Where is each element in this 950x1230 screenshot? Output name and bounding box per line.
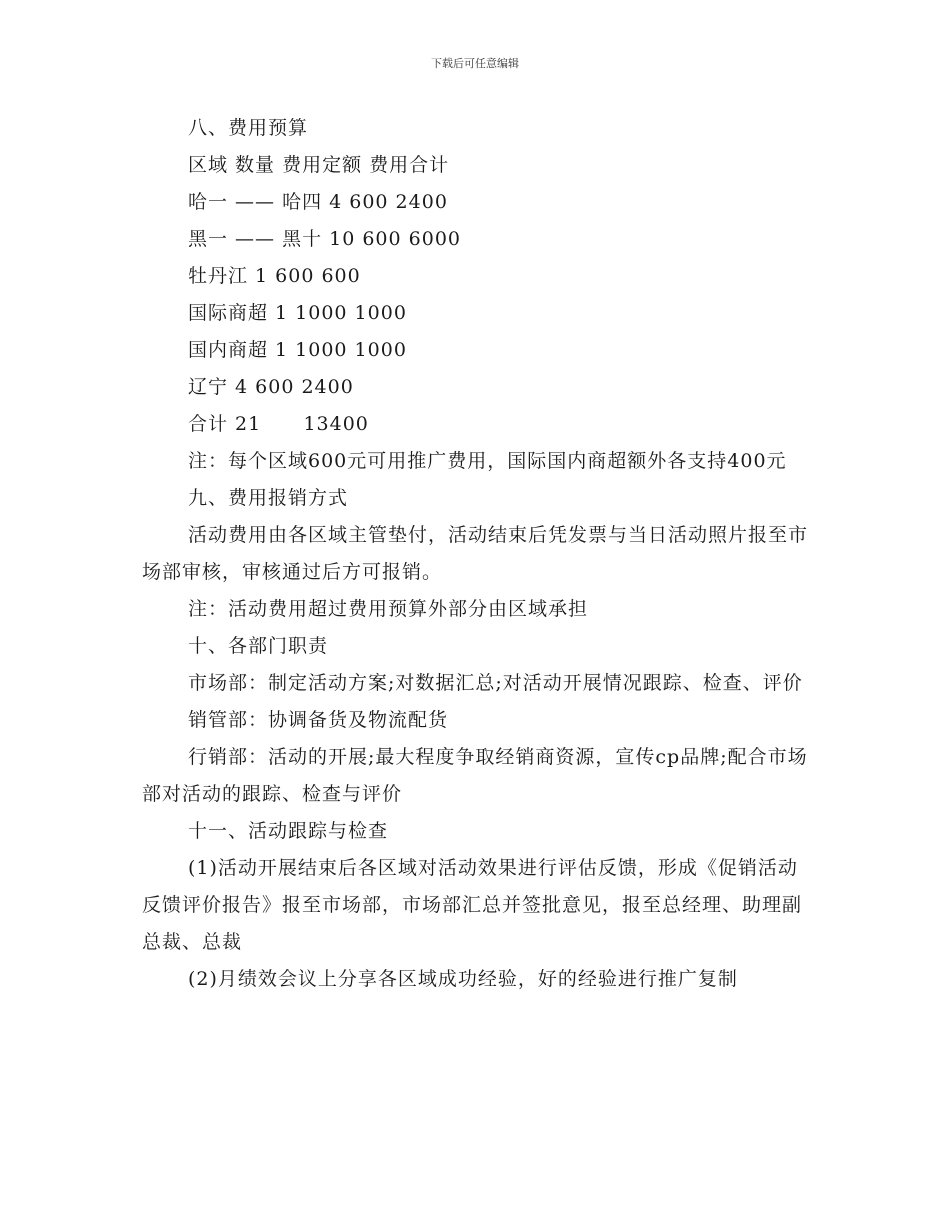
document-body bbox=[142, 110, 812, 998]
duty-sales-admin: 销管部：协调备货及物流配货 bbox=[188, 709, 449, 731]
tracking-item-1: (1)活动开展结束后各区域对活动效果进行评估反馈，形成《促销活动反馈评价报告》报至市场部，市场部汇总并签批意见，报至总经理、助理副总裁、总裁 bbox=[142, 857, 803, 953]
budget-row: 国内商超 1 1000 1000 bbox=[188, 339, 407, 361]
reimbursement-paragraph: 活动费用由各区域主管垫付，活动结束后凭发票与当日活动照片报至市场部审核，审核通过后方可报销。 bbox=[142, 524, 809, 583]
budget-row: 哈一 —— 哈四 4 600 2400 bbox=[188, 191, 448, 213]
budget-note: 注：每个区域600元可用推广费用，国际国内商超额外各支持400元 bbox=[188, 450, 787, 472]
duty-market-dept: 市场部：制定活动方案;对数据汇总;对活动开展情况跟踪、检查、评价 bbox=[188, 672, 803, 694]
budget-row: 牡丹江 1 600 600 bbox=[188, 265, 361, 287]
budget-table-header: 区域 数量 费用定额 费用合计 bbox=[188, 154, 450, 176]
reimbursement-note: 注：活动费用超过费用预算外部分由区域承担 bbox=[188, 598, 589, 620]
section-9-title: 九、费用报销方式 bbox=[188, 487, 349, 509]
duty-sales-dept: 行销部：活动的开展;最大程度争取经销商资源，宣传cp品牌;配合市场部对活动的跟踪、检查与评价 bbox=[142, 746, 808, 805]
budget-row: 国际商超 1 1000 1000 bbox=[188, 302, 407, 324]
page-header: 下载后可任意编辑 bbox=[431, 57, 519, 70]
budget-row: 辽宁 4 600 2400 bbox=[188, 376, 354, 398]
budget-total: 合计 21 13400 bbox=[188, 413, 369, 435]
budget-row: 黑一 —— 黑十 10 600 6000 bbox=[188, 228, 461, 250]
tracking-item-2: (2)月绩效会议上分享各区域成功经验，好的经验进行推广复制 bbox=[188, 968, 738, 990]
section-10-title: 十、各部门职责 bbox=[188, 635, 329, 657]
section-11-title: 十一、活动跟踪与检查 bbox=[188, 820, 389, 842]
section-8-title: 八、费用预算 bbox=[188, 117, 309, 139]
